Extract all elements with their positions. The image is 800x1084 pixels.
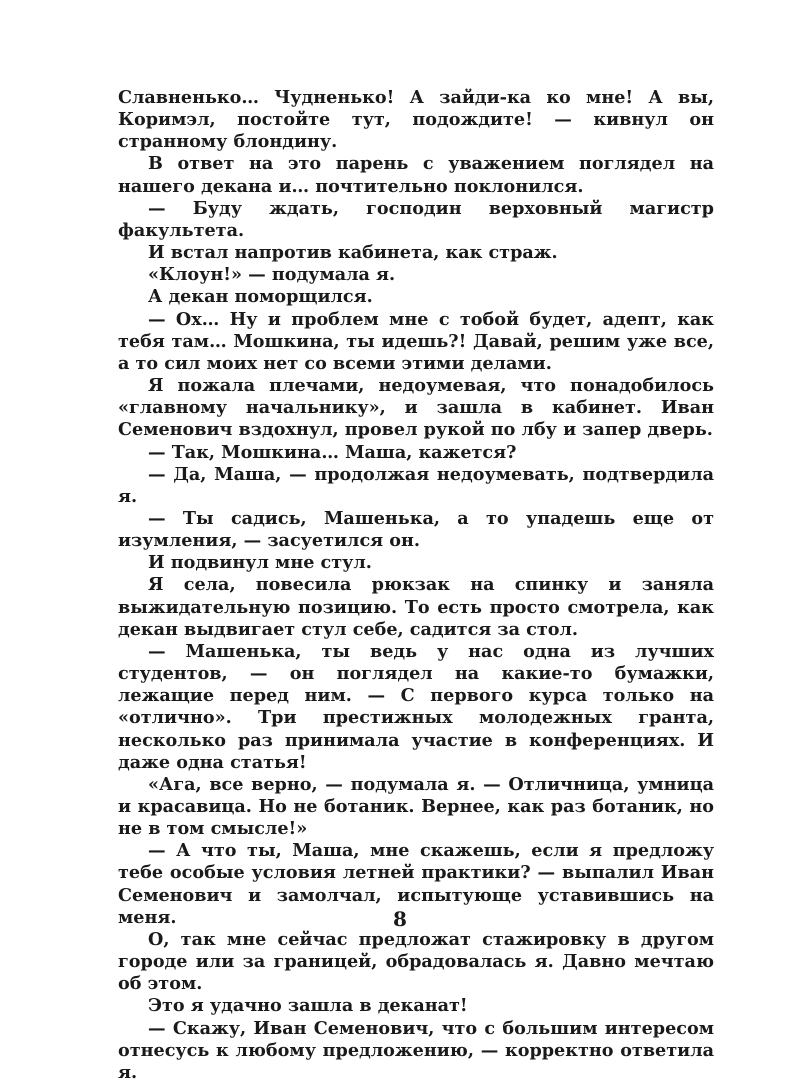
paragraph: Славненько… Чудненько! А зайди-ка ко мне! А вы, Коримэл, постойте тут, подождите! — кивнул он странному блондину. <box>118 87 714 153</box>
paragraph: — Машенька, ты ведь у нас одна из лучших студентов, — он поглядел на какие-то бумажки, лежащие перед ним. — С первого курса только на «отлично». Три престижных молодежных гранта, несколько раз принимала участие в конференциях. И даже одна статья! <box>118 640 714 773</box>
paragraph: В ответ на это парень с уважением поглядел на нашего декана и… почтительно поклонился. <box>118 153 714 197</box>
paragraph: Я села, повесила рюкзак на спинку и заняла выжидательную позицию. То есть просто смотрела, как декан выдвигает стул себе, садится за стол. <box>118 574 714 640</box>
paragraph: И подвинул мне стул. <box>148 552 372 574</box>
paragraph: — Ох… Ну и проблем мне с тобой будет, адепт, как тебя там… Мошкина, ты идешь?! Давай, решим уже все, а то сил моих нет со всеми этими делами. <box>118 308 714 374</box>
paragraph: Это я удачно зашла в деканат! <box>148 995 468 1017</box>
paragraph: «Ага, все верно, — подумала я. — Отличница, умница и красавица. Но не ботаник. Вернее, как раз ботаник, но не в том смысле!» <box>118 773 714 840</box>
paragraph: «Клоун!» — подумала я. <box>148 264 396 286</box>
paragraph: О, так мне сейчас предложат стажировку в другом городе или за границей, обрадовалась я. Давно мечтаю об этом. <box>118 928 714 995</box>
paragraph: — Скажу, Иван Семенович, что с большим интересом отнесусь к любому предложению, — корректно ответила я. <box>118 1017 714 1083</box>
paragraph: И встал напротив кабинета, как страж. <box>148 242 558 264</box>
paragraph: — Так, Мошкина… Маша, кажется? <box>148 441 517 463</box>
page-number: 8 <box>393 907 407 931</box>
paragraph: Я пожала плечами, недоумевая, что понадобилось «главному начальнику», и зашла в кабинет. Иван Семенович вздохнул, провел рукой по лбу и запер дверь. <box>118 375 714 441</box>
paragraph: А декан поморщился. <box>148 286 373 308</box>
paragraph: — А что ты, Маша, мне скажешь, если я предложу тебе особые условия летней практики? — выпалил Иван Семенович и замолчал, испытующе уставившись на меня. <box>118 840 714 928</box>
paragraph: — Ты садись, Машенька, а то упадешь еще от изумления, — засуетился он. <box>118 507 714 552</box>
body-text <box>118 87 714 1084</box>
paragraph: — Да, Маша, — продолжая недоумевать, подтвердила я. <box>118 463 714 507</box>
paragraph: — Буду ждать, господин верховный магистр факультета. <box>118 197 714 241</box>
